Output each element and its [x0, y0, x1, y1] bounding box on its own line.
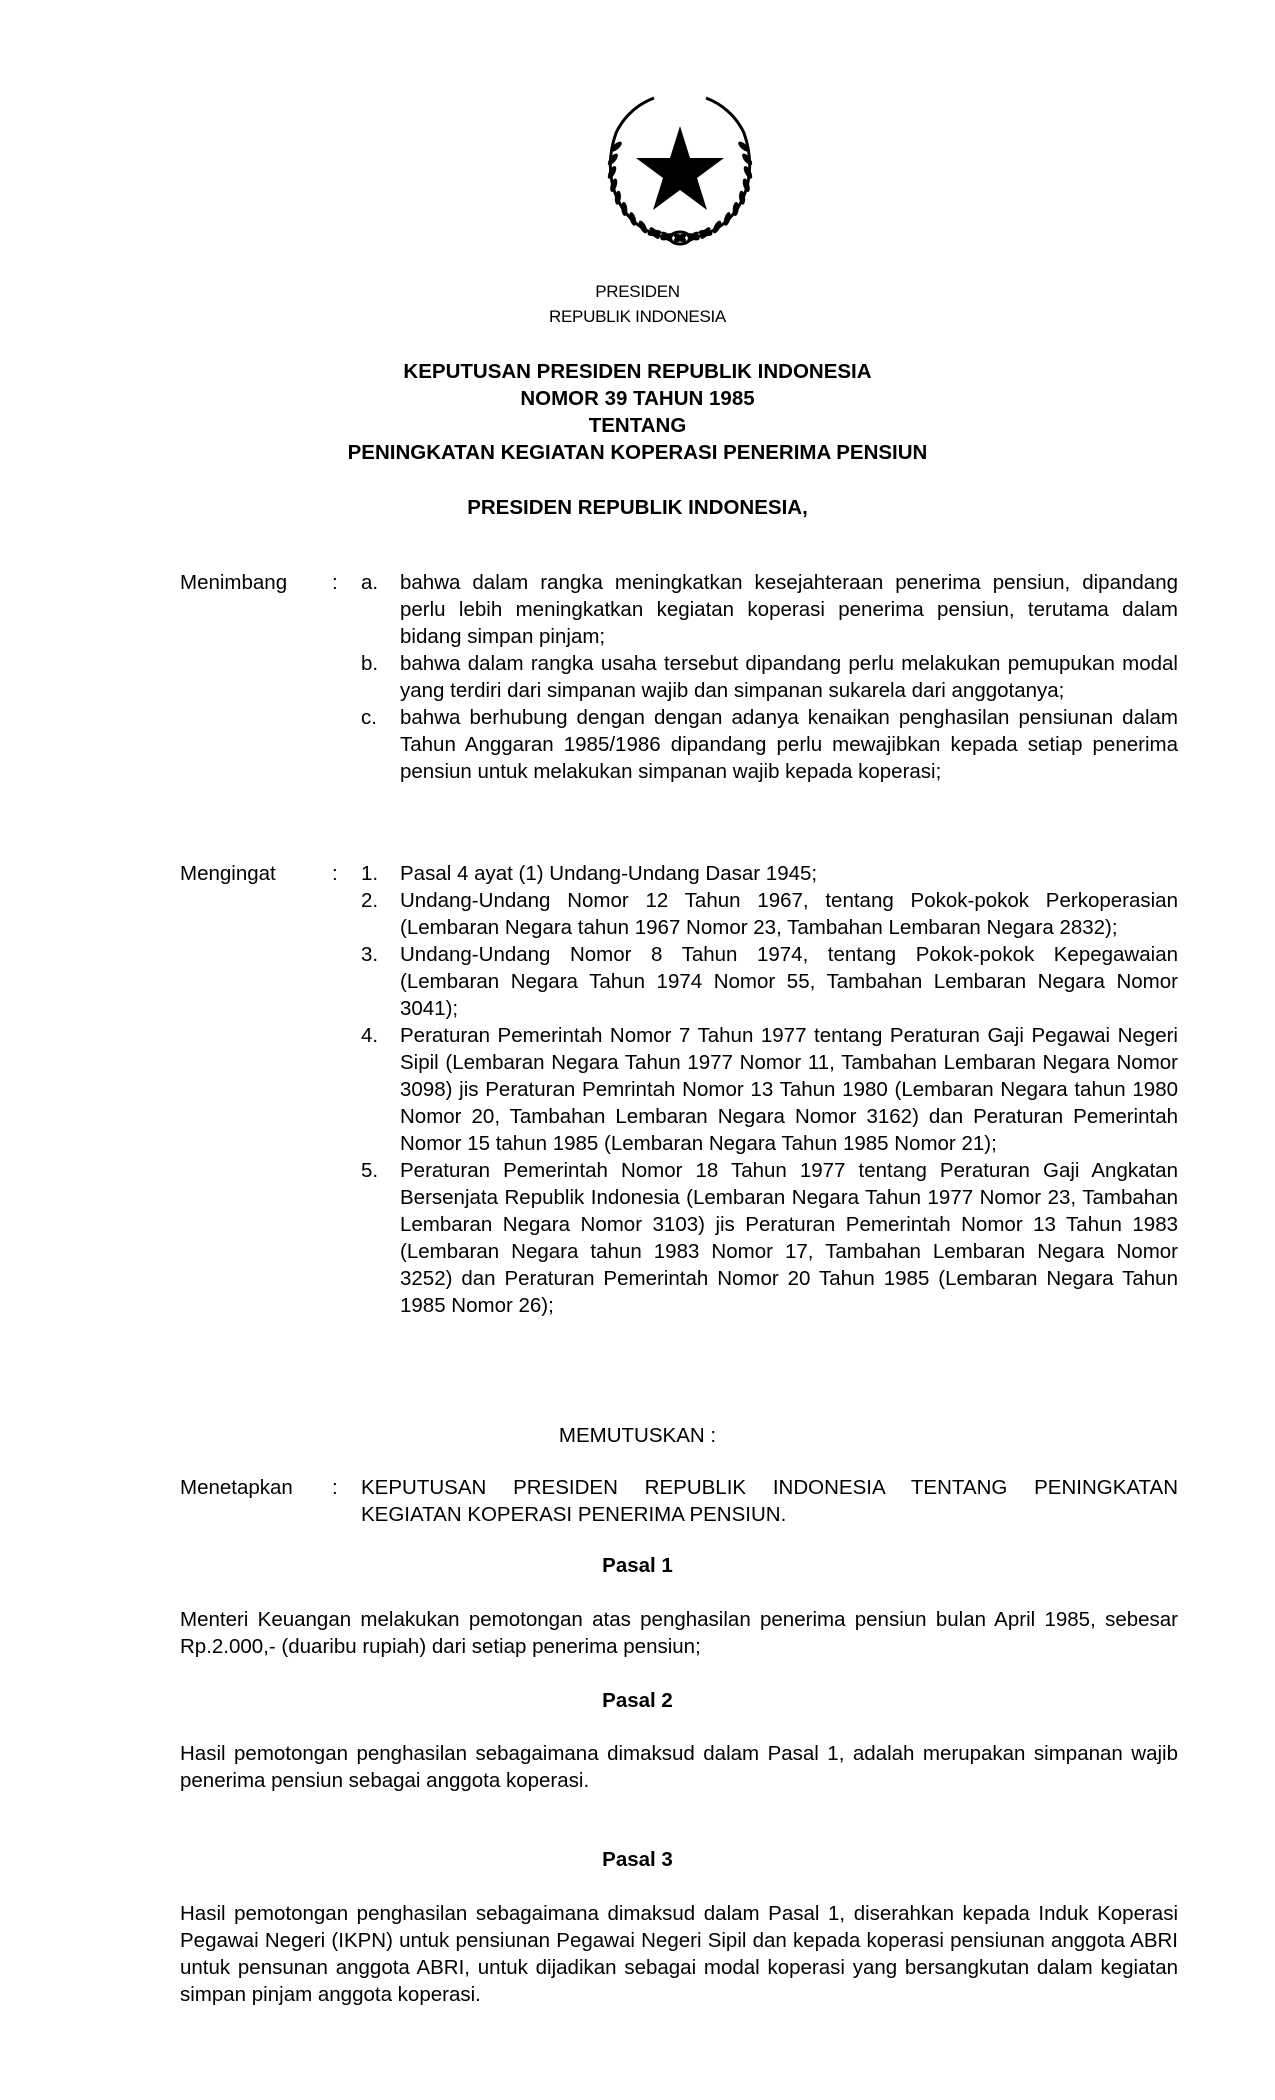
- menetapkan-label: Menetapkan: [180, 1476, 293, 1499]
- item-text: Peraturan Pemerintah Nomor 18 Tahun 1977 tentang Peraturan Gaji Angkatan Bersenjata Republik Indonesia (Lembaran Negara Tahun 1977 Nomor 23, Tambahan Lembaran Negara Nomor 3103) jis Peraturan Pemerintah Nomor 13 Tahun 1983 (Lembaran Negara tahun 1983 Nomor 17, Tambahan Lembaran Negara Nomor 3252) dan Peraturan Pemerintah Nomor 20 Tahun 1985 (Lembaran Negara Tahun 1985 Nomor 26);: [400, 1159, 1178, 1317]
- wreath-leaf: [740, 152, 753, 167]
- memutuskan-heading: MEMUTUSKAN :: [558, 1424, 717, 1447]
- item-text: bahwa berhubung dengan dengan adanya kenaikan penghasilan pensiunan dalam Tahun Anggaran 1985/1986 dipandang perlu mewajibkan kepada setiap penerima pensiun untuk melakukan simpanan wajib kepada koperasi;: [400, 706, 1178, 783]
- colon: :: [332, 862, 338, 885]
- wreath-leaf: [606, 152, 619, 167]
- pasal-3-heading: Pasal 3: [602, 1848, 673, 1871]
- menimbang-item: [361, 704, 1178, 785]
- issuer: PRESIDEN REPUBLIK INDONESIA,: [467, 496, 808, 519]
- title-line-4: PENINGKATAN KEGIATAN KOPERASI PENERIMA PENSIUN: [347, 441, 928, 464]
- title-line-1: KEPUTUSAN PRESIDEN REPUBLIK INDONESIA: [403, 360, 872, 383]
- title-line-2: NOMOR 39 TAHUN 1985: [520, 387, 755, 410]
- pasal-2-heading: Pasal 2: [602, 1689, 673, 1712]
- item-marker: c.: [361, 706, 377, 729]
- pasal-1-text: Menteri Keuangan melakukan pemotongan atas penghasilan penerima pensiun bulan April 1985, sebesar Rp.2.000,- (duaribu rupiah) dari setiap penerima pensiun;: [180, 1608, 1178, 1658]
- item-marker: 4.: [361, 1024, 379, 1047]
- item-marker: 3.: [361, 943, 379, 966]
- pasal-1-heading: Pasal 1: [602, 1554, 673, 1577]
- colon: :: [332, 1476, 338, 1499]
- mengingat-item: [361, 860, 1178, 887]
- menimbang-label: Menimbang: [180, 571, 288, 594]
- letterhead-line-2: REPUBLIK INDONESIA: [549, 307, 726, 326]
- item-text: Undang-Undang Nomor 8 Tahun 1974, tentang Pokok-pokok Kepegawaian (Lembaran Negara Tahun 1974 Nomor 55, Tambahan Lembaran Negara Nomor 3041);: [400, 943, 1178, 1020]
- menimbang-list: [361, 569, 1178, 785]
- item-marker: 1.: [361, 862, 379, 885]
- pasal-2-text: Hasil pemotongan penghasilan sebagaimana dimaksud dalam Pasal 1, adalah merupakan simpanan wajib penerima pensiun sebagai anggota koperasi.: [180, 1742, 1178, 1792]
- item-marker: 5.: [361, 1159, 379, 1182]
- menimbang-item: [361, 650, 1178, 704]
- mengingat-item: [361, 941, 1178, 1022]
- mengingat-item: [361, 1022, 1178, 1157]
- pasal-3-text: Hasil pemotongan penghasilan sebagaimana dimaksud dalam Pasal 1, diserahkan kepada Induk Koperasi Pegawai Negeri (IKPN) untuk pensiunan Pegawai Negeri Sipil dan kepada koperasi pensiunan anggota ABRI untuk pensunan anggota ABRI, untuk dijadikan sebagai modal koperasi yang bersangkutan dalam kegiatan simpan pinjam anggota koperasi.: [180, 1902, 1178, 2006]
- menetapkan-text: KEPUTUSAN PRESIDEN REPUBLIK INDONESIA TENTANG PENINGKATAN KEGIATAN KOPERASI PENERIMA PENSIUN.: [361, 1476, 1178, 1526]
- mengingat-item: [361, 887, 1178, 941]
- mengingat-label: Mengingat: [180, 862, 276, 885]
- mengingat-list: [361, 860, 1178, 1319]
- item-marker: a.: [361, 571, 379, 594]
- item-text: Pasal 4 ayat (1) Undang-Undang Dasar 1945;: [400, 862, 818, 885]
- item-text: bahwa dalam rangka meningkatkan kesejahteraan penerima pensiun, dipandang perlu lebih meningkatkan kegiatan koperasi penerima pensiun, terutama dalam bidang simpan pinjam;: [400, 571, 1178, 648]
- item-text: bahwa dalam rangka usaha tersebut dipandang perlu melakukan pemupukan modal yang terdiri dari simpanan wajib dan simpanan sukarela dari anggotanya;: [400, 652, 1178, 702]
- item-marker: 2.: [361, 889, 379, 912]
- title-line-3: TENTANG: [588, 414, 687, 437]
- mengingat-item: [361, 1157, 1178, 1319]
- item-text: Peraturan Pemerintah Nomor 7 Tahun 1977 tentang Peraturan Gaji Pegawai Negeri Sipil (Lembaran Negara Tahun 1977 Nomor 11, Tambahan Lembaran Negara Nomor 3098) jis Peraturan Pemrintah Nomor 13 Tahun 1980 (Lembaran Negara tahun 1980 Nomor 20, Tambahan Lembaran Negara Nomor 3162) dan Peraturan Pemerintah Nomor 15 tahun 1985 (Lembaran Negara Tahun 1985 Nomor 21);: [400, 1024, 1178, 1155]
- item-text: Undang-Undang Nomor 12 Tahun 1967, tentang Pokok-pokok Perkoperasian (Lembaran Negara tahun 1967 Nomor 23, Tambahan Lembaran Negara 2832);: [400, 889, 1178, 939]
- presidential-emblem: [598, 88, 762, 254]
- item-marker: b.: [361, 652, 379, 675]
- letterhead-line-1: PRESIDEN: [595, 282, 680, 301]
- menimbang-item: [361, 569, 1178, 650]
- colon: :: [332, 571, 338, 594]
